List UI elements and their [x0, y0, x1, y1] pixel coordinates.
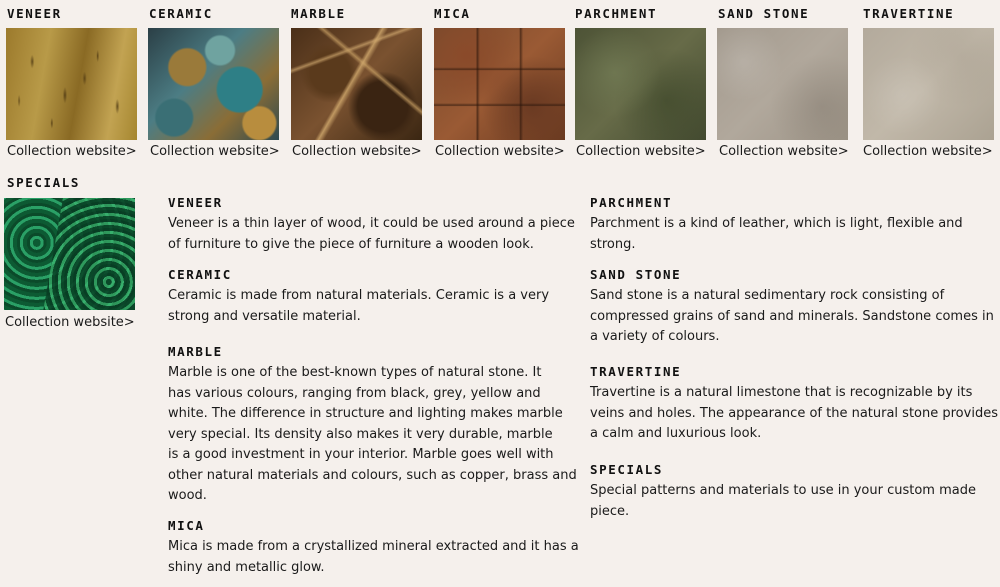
ceramic-desc-line: Ceramic is made from natural materials. Ceramic is a very — [168, 288, 550, 303]
veneer-desc-line: Veneer is a thin layer of wood, it could be used around a piece — [168, 216, 575, 231]
mica-label: MICA — [434, 6, 471, 21]
parchment-collection-link[interactable]: Collection website> — [576, 144, 706, 159]
travertine-thumbnail[interactable] — [863, 28, 994, 140]
travertine-desc-line: a calm and luxurious look. — [590, 426, 762, 441]
specials-label: SPECIALS — [7, 175, 81, 190]
marble-description — [168, 363, 577, 507]
mica-description — [168, 537, 579, 578]
ceramic-collection-link[interactable]: Collection website> — [150, 144, 280, 159]
marble-thumbnail[interactable] — [291, 28, 422, 140]
veneer-thumbnail[interactable] — [6, 28, 137, 140]
mica-collection-link[interactable]: Collection website> — [435, 144, 565, 159]
travertine-label: TRAVERTINE — [863, 6, 955, 21]
sandstone-desc-line: Sand stone is a natural sedimentary rock consisting of — [590, 288, 945, 303]
ceramic-description-title: CERAMIC — [168, 267, 232, 282]
parchment-description — [590, 214, 963, 255]
marble-desc-line: white. The difference in structure and lighting makes marble — [168, 406, 563, 421]
marble-desc-line: is a good investment in your interior. Marble goes well with — [168, 447, 554, 462]
specials-collection-link[interactable]: Collection website> — [5, 315, 135, 330]
parchment-thumbnail[interactable] — [575, 28, 706, 140]
marble-description-title: MARBLE — [168, 344, 223, 359]
travertine-description-title: TRAVERTINE — [590, 364, 682, 379]
ceramic-desc-line: strong and versatile material. — [168, 308, 361, 324]
marble-desc-line: other natural materials and colours, such as copper, brass and — [168, 467, 577, 483]
veneer-desc-line: of furniture to give the piece of furniture a wooden look. — [168, 236, 534, 252]
sandstone-thumbnail[interactable] — [717, 28, 848, 140]
ceramic-label: CERAMIC — [149, 6, 213, 21]
marble-collection-link[interactable]: Collection website> — [292, 144, 422, 159]
marble-desc-line: has various colours, ranging from black, grey, yellow and — [168, 385, 541, 401]
specials-desc-line: Special patterns and materials to use in your custom made — [590, 483, 976, 498]
sandstone-collection-link[interactable]: Collection website> — [719, 144, 849, 159]
parchment-desc-line: Parchment is a kind of leather, which is light, flexible and — [590, 216, 963, 231]
marble-desc-line: wood. — [168, 488, 207, 503]
mica-thumbnail[interactable] — [434, 28, 565, 140]
sandstone-desc-line: a variety of colours. — [590, 329, 720, 344]
veneer-description — [168, 214, 575, 255]
sandstone-desc-line: compressed grains of sand and minerals. Sandstone comes in — [590, 308, 994, 324]
sandstone-label: SAND STONE — [718, 6, 810, 21]
veneer-description-title: VENEER — [168, 195, 223, 210]
veneer-label: VENEER — [7, 6, 62, 21]
travertine-desc-line: Travertine is a natural limestone that is recognizable by its — [590, 385, 973, 400]
ceramic-thumbnail[interactable] — [148, 28, 279, 140]
specials-thumbnail[interactable] — [4, 198, 135, 310]
parchment-description-title: PARCHMENT — [590, 195, 673, 210]
veneer-collection-link[interactable]: Collection website> — [7, 144, 137, 159]
specials-description-title: SPECIALS — [590, 462, 664, 477]
specials-description — [590, 481, 976, 522]
marble-desc-line: Marble is one of the best-known types of natural stone. It — [168, 365, 542, 380]
marble-label: MARBLE — [291, 6, 346, 21]
mica-desc-line: shiny and metallic glow. — [168, 559, 325, 575]
mica-description-title: MICA — [168, 518, 205, 533]
parchment-desc-line: strong. — [590, 236, 636, 252]
marble-desc-line: very special. Its density also makes it very durable, marble — [168, 426, 553, 442]
travertine-desc-line: veins and holes. The appearance of the natural stone provides — [590, 405, 998, 421]
ceramic-description — [168, 286, 549, 327]
sandstone-description — [590, 286, 994, 348]
mica-desc-line: Mica is made from a crystallized mineral extracted and it has a — [168, 539, 579, 554]
sandstone-description-title: SAND STONE — [590, 267, 682, 282]
travertine-collection-link[interactable]: Collection website> — [863, 144, 993, 159]
parchment-label: PARCHMENT — [575, 6, 658, 21]
travertine-description — [590, 383, 998, 445]
specials-desc-line: piece. — [590, 503, 630, 519]
